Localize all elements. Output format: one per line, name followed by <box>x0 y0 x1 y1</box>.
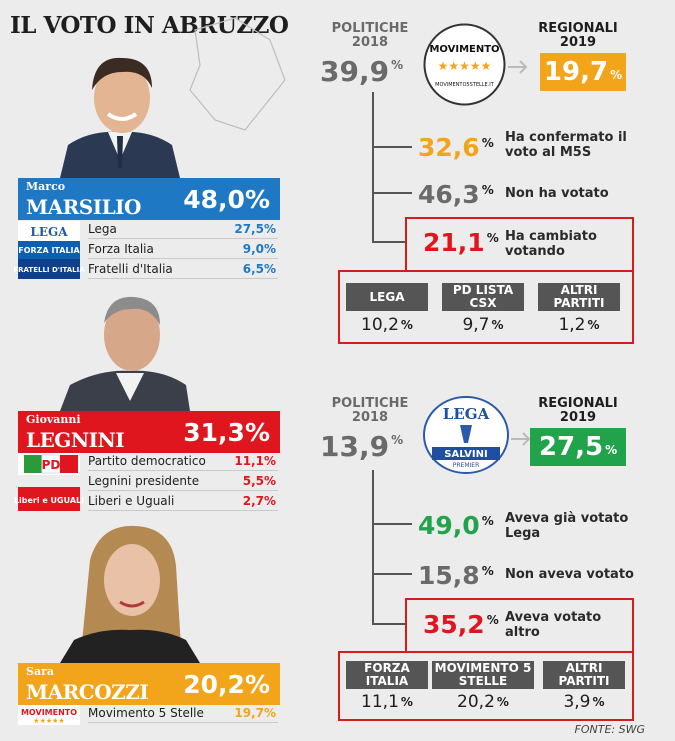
candidate-bar-marcozzi <box>18 663 280 705</box>
m5s-logo <box>422 22 507 107</box>
flow-item-label: Ha confermato il voto al M5S <box>505 130 627 160</box>
breakdown-value: 1,2 % <box>558 315 600 335</box>
flow-item-abstained: 46,3 % <box>418 180 494 209</box>
flow-connector <box>372 192 412 194</box>
m5s-logo-subtext: MOVIMENTO5STELLE.IT <box>435 82 494 88</box>
candidate-last-name: LEGNINI <box>26 428 125 452</box>
flow-item-changed: 35,2 % <box>423 610 499 639</box>
pd-logo-text: PD <box>41 458 61 472</box>
party-logo-m5s-small <box>18 705 80 725</box>
abruzzo-map-outline <box>175 10 295 140</box>
breakdown-value: 10,2 % <box>361 315 413 335</box>
regionali-label: REGIONALI 2019 <box>538 21 618 50</box>
list-item: Movimento 5 Stelle 19,7% <box>88 703 278 723</box>
flow-item-changed: 21,1 % <box>423 228 499 257</box>
source-note: FONTE: SWG <box>574 723 645 736</box>
candidate-bar-legnini <box>18 411 280 453</box>
regionali-value-box: 19,7 % <box>540 53 626 91</box>
candidate-photo-marcozzi <box>60 520 200 663</box>
politiche-label: POLITICHE 2018 <box>331 396 409 425</box>
flow-item-confirmed: 49,0 % <box>418 511 494 540</box>
lega-salvini-logo <box>422 395 510 475</box>
leu-logo-text: Liberi e UGUALI <box>13 496 85 505</box>
arrow-right-icon <box>511 432 531 446</box>
fdi-logo-text: FRATELLI D'ITALIA <box>13 266 85 274</box>
m5s-logo-text: MOVIMENTO <box>429 44 500 55</box>
flow-item-label: Ha cambiato votando <box>505 229 597 259</box>
arrow-right-icon <box>508 60 528 74</box>
flow-connector <box>372 241 406 243</box>
flow-item-label: Non ha votato <box>505 186 609 201</box>
breakdown-party: FORZA ITALIA <box>346 661 428 689</box>
lega-logo-text: LEGA <box>442 405 490 423</box>
premier-logo-text: PREMIER <box>452 462 480 469</box>
svg-text:★★★★★: ★★★★★ <box>33 717 65 725</box>
forza-italia-logo-text: FORZA ITALIA <box>18 246 80 255</box>
flow-connector <box>372 523 412 525</box>
flow-connector <box>372 470 374 624</box>
list-item: Liberi e Uguali 2,7% <box>88 491 278 511</box>
lega-logo-text: LEGA <box>30 225 68 239</box>
m5s-small-logo-text: MOVIMENTO <box>20 708 78 717</box>
candidate-last-name: MARSILIO <box>26 195 141 219</box>
list-item: Partito democratico 11,1% <box>88 451 278 471</box>
candidate-first-name: Marco <box>26 180 66 193</box>
regionali-label: REGIONALI 2019 <box>538 396 618 425</box>
flow-connector <box>372 573 412 575</box>
breakdown-value: 20,2 % <box>457 692 509 712</box>
flow-item-label: Aveva già votato Lega <box>505 511 629 541</box>
candidate-bar-marsilio <box>18 178 280 220</box>
flow-connector <box>372 623 406 625</box>
salvini-logo-text: SALVINI <box>444 449 488 460</box>
flow-connector <box>372 92 374 242</box>
flow-connector <box>372 146 412 148</box>
list-item: Legnini presidente 5,5% <box>88 471 278 491</box>
flow-item-confirmed: 32,6 % <box>418 133 494 162</box>
politiche-value: 39,9 % <box>320 55 404 88</box>
candidate-photo-marsilio <box>60 40 180 178</box>
candidate-percentage: 20,2% <box>183 670 270 699</box>
list-item: Lega 27,5% <box>88 219 278 239</box>
svg-text:★★★★★: ★★★★★ <box>437 59 492 73</box>
candidate-photo-legnini <box>60 285 190 411</box>
party-logos-cdx <box>13 221 85 279</box>
flow-item-abstained: 15,8 % <box>418 561 494 590</box>
candidate-last-name: MARCOZZI <box>26 680 149 704</box>
breakdown-party: ALTRI PARTITI <box>543 661 625 689</box>
page-title: IL VOTO IN ABRUZZO <box>10 12 289 39</box>
list-item: Fratelli d'Italia 6,5% <box>88 259 278 279</box>
candidate-percentage: 31,3% <box>183 418 270 447</box>
regionali-value-box: 27,5 % <box>530 428 626 466</box>
breakdown-value: 11,1 % <box>361 692 413 712</box>
breakdown-value: 9,7 % <box>462 315 504 335</box>
politiche-label: POLITICHE 2018 <box>331 21 409 50</box>
candidate-percentage: 48,0% <box>183 185 270 214</box>
candidate-first-name: Sara <box>26 665 54 678</box>
breakdown-party: PD LISTA CSX <box>442 283 524 311</box>
list-item: Forza Italia 9,0% <box>88 239 278 259</box>
breakdown-party: ALTRI PARTITI <box>538 283 620 311</box>
flow-item-label: Aveva votato altro <box>505 610 602 640</box>
party-logos-csx <box>13 453 85 511</box>
breakdown-party: LEGA <box>346 283 428 311</box>
flow-item-label: Non aveva votato <box>505 567 634 582</box>
politiche-value: 13,9 % <box>320 430 404 463</box>
candidate-first-name: Giovanni <box>26 413 81 426</box>
breakdown-value: 3,9 % <box>563 692 605 712</box>
breakdown-party: MOVIMENTO 5 STELLE <box>432 661 534 689</box>
